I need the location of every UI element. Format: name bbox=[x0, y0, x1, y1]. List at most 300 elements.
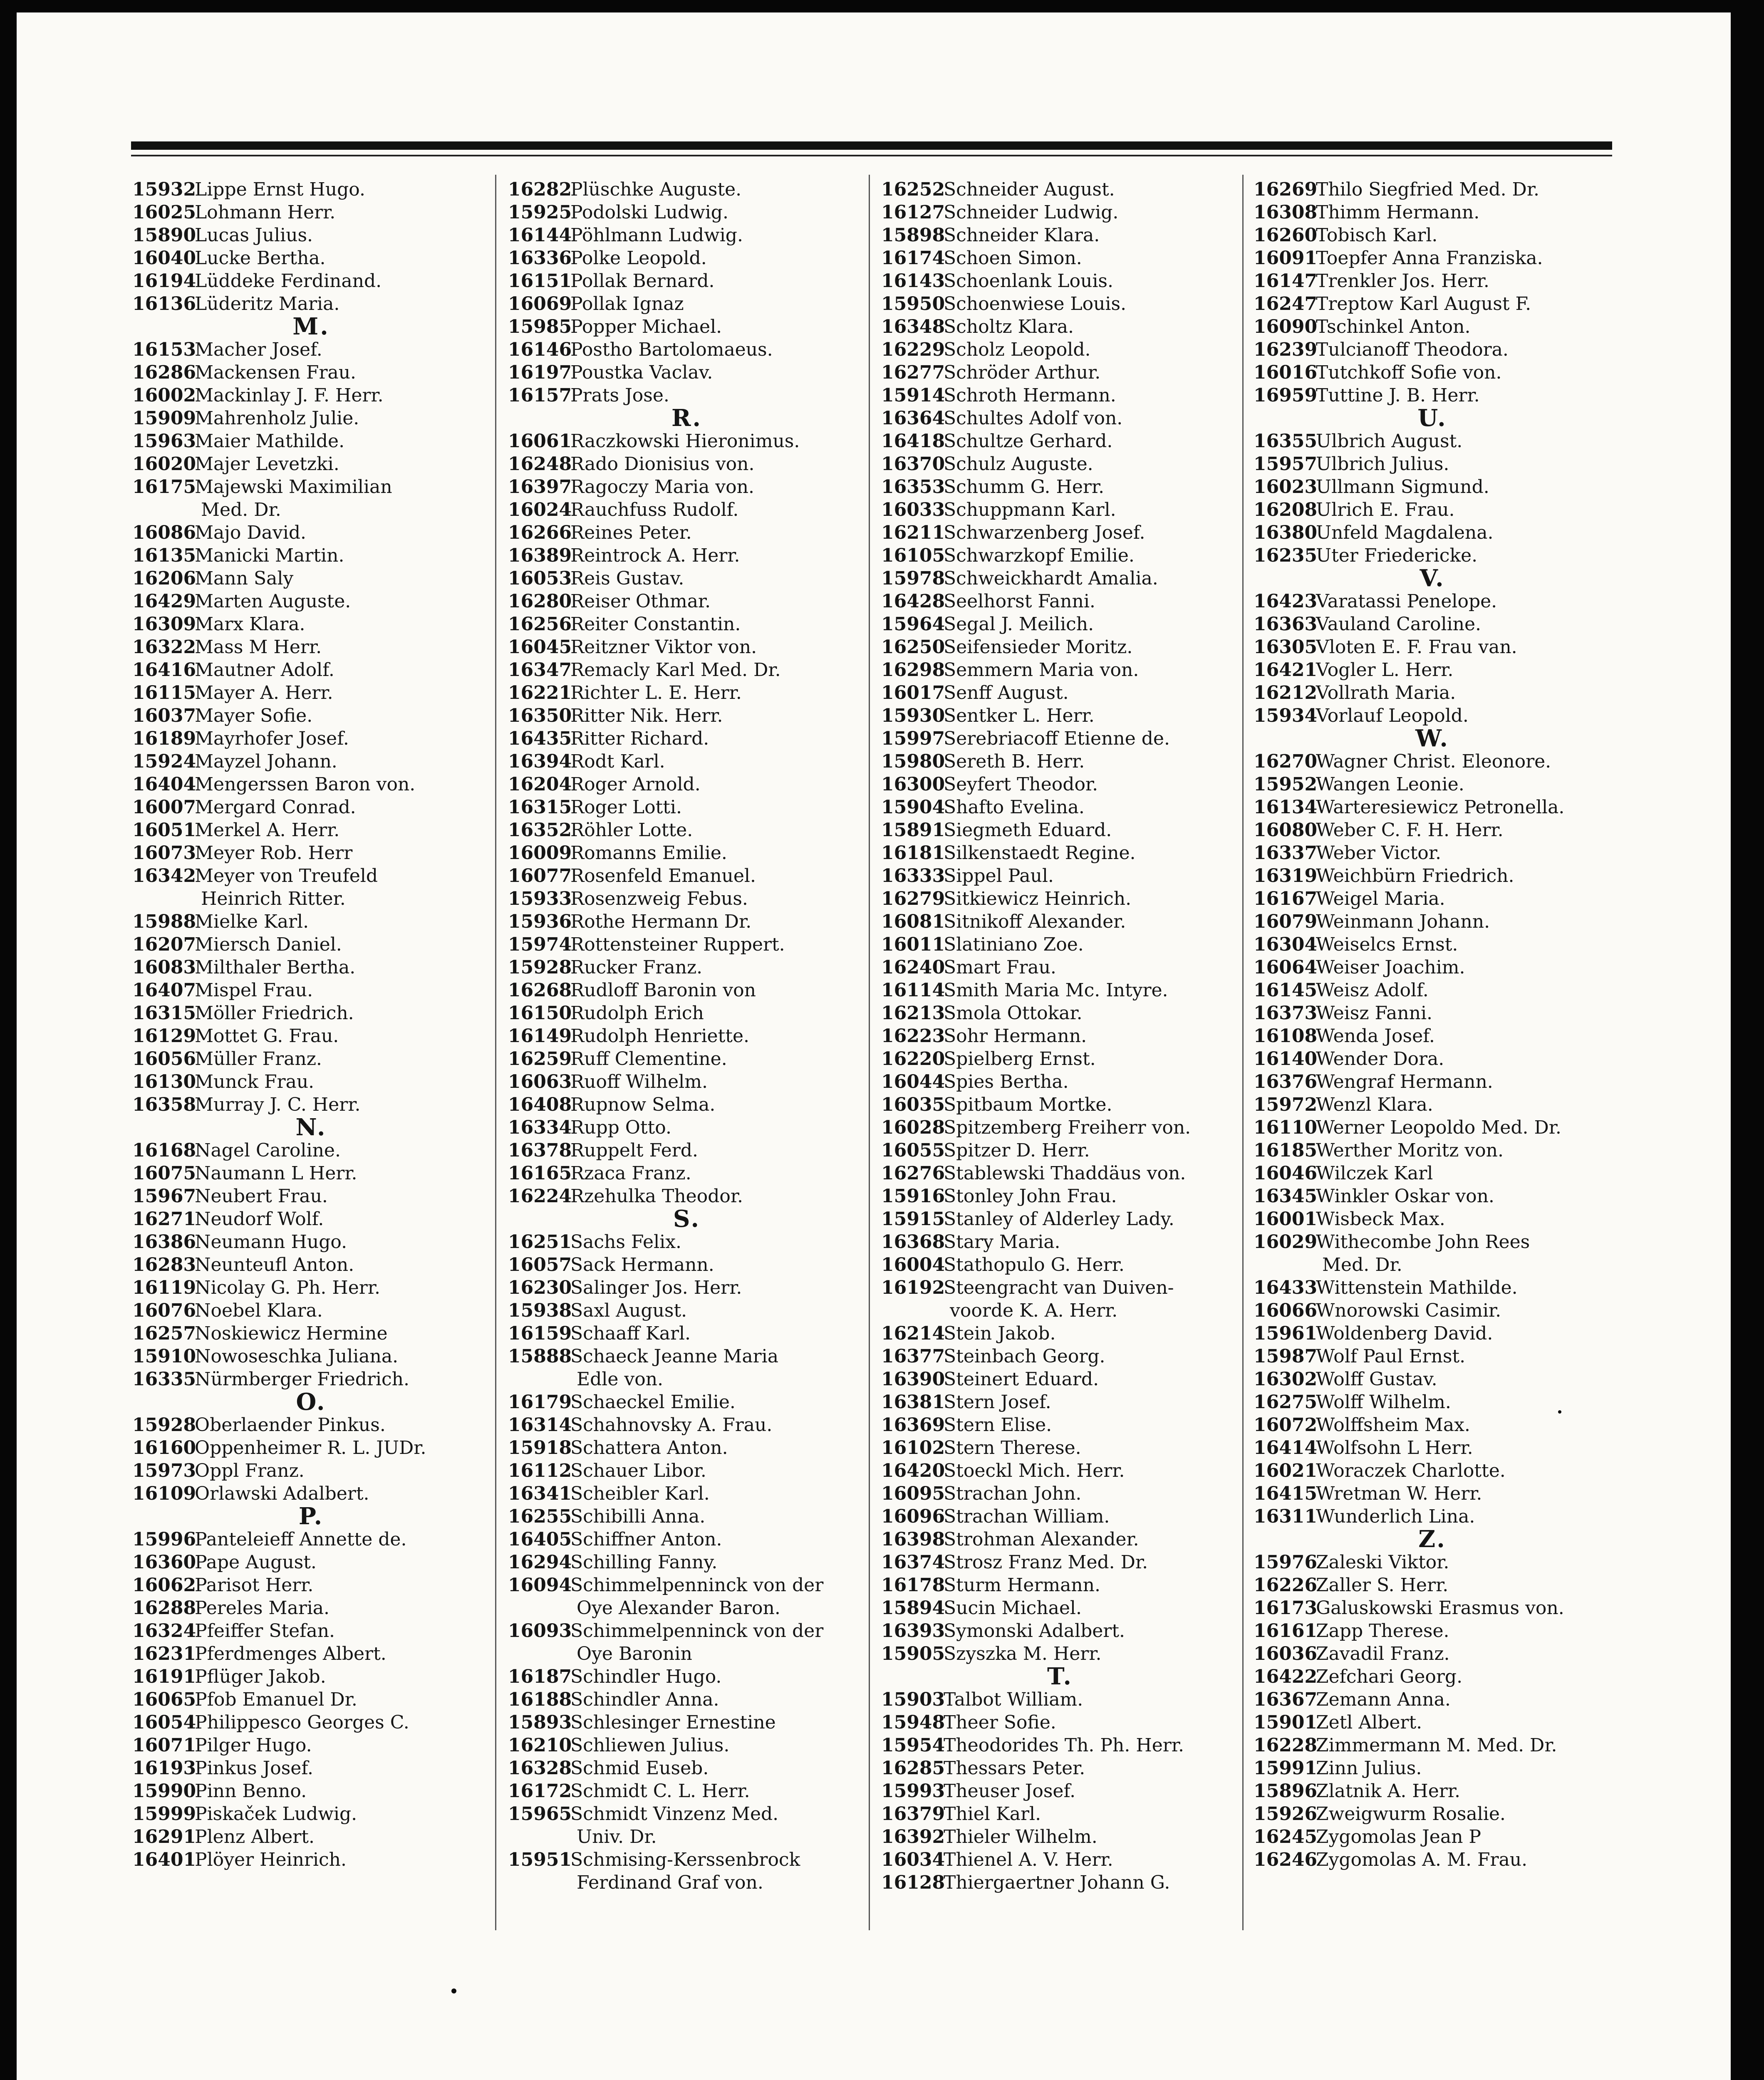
entry-number: 16259 bbox=[508, 1048, 572, 1070]
entry-number: 15918 bbox=[508, 1437, 572, 1458]
entry-name: Thessars Peter. bbox=[944, 1758, 1085, 1779]
directory-entry bbox=[881, 1139, 1239, 1162]
entry-number: 16390 bbox=[881, 1369, 945, 1390]
directory-entry bbox=[1254, 1436, 1611, 1459]
entry-name: Rupnow Selma. bbox=[570, 1094, 716, 1115]
entry-name: Strohman Alexander. bbox=[944, 1529, 1139, 1550]
entry-number: 15963 bbox=[132, 431, 196, 452]
entry-number: 16105 bbox=[881, 545, 945, 566]
section-letter: S. bbox=[673, 1205, 701, 1233]
entry-number: 16149 bbox=[508, 1025, 572, 1047]
directory-entry bbox=[508, 887, 866, 910]
directory-entry bbox=[1254, 979, 1611, 1002]
directory-entry bbox=[1254, 910, 1611, 933]
entry-name: Meyer von Treufeld bbox=[195, 865, 378, 886]
directory-entry bbox=[1254, 1231, 1611, 1253]
directory-entry bbox=[508, 1711, 866, 1734]
entry-name: Lüderitz Maria. bbox=[195, 293, 340, 314]
entry-name: Sucin Michael. bbox=[944, 1597, 1082, 1619]
entry-name: Pinn Benno. bbox=[195, 1780, 307, 1802]
entry-name: Marten Auguste. bbox=[195, 591, 351, 612]
directory-entry bbox=[132, 475, 490, 498]
entry-number: 16414 bbox=[1254, 1437, 1318, 1458]
directory-entry bbox=[1254, 521, 1611, 544]
directory-entry bbox=[132, 384, 490, 407]
directory-entry bbox=[132, 1619, 490, 1642]
directory-entry bbox=[508, 361, 866, 384]
directory-entry bbox=[132, 338, 490, 361]
directory-entry bbox=[881, 933, 1239, 956]
entry-number: 16071 bbox=[132, 1735, 196, 1756]
entry-number: 16187 bbox=[508, 1666, 572, 1687]
directory-entry bbox=[881, 292, 1239, 315]
directory-entry bbox=[508, 1505, 866, 1528]
entry-number: 16283 bbox=[132, 1254, 196, 1275]
entry-number: 16069 bbox=[508, 293, 572, 314]
entry-name: Schultze Gerhard. bbox=[944, 431, 1113, 452]
entry-name: Ulrich E. Frau. bbox=[1316, 499, 1455, 520]
entry-name: Schlesinger Ernestine bbox=[570, 1712, 776, 1733]
entry-number: 16291 bbox=[132, 1826, 196, 1847]
entry-number: 16194 bbox=[132, 270, 196, 292]
entry-name: Werner Leopoldo Med. Dr. bbox=[1316, 1117, 1561, 1138]
entry-number: 16308 bbox=[1254, 202, 1318, 223]
directory-entry bbox=[132, 1711, 490, 1734]
directory-entry bbox=[508, 1253, 866, 1276]
directory-entry bbox=[508, 1116, 866, 1139]
directory-entry bbox=[132, 1162, 490, 1185]
entry-number: 16023 bbox=[1254, 476, 1318, 498]
directory-entry bbox=[881, 1459, 1239, 1482]
directory-entry bbox=[508, 1299, 866, 1322]
entry-number: 15997 bbox=[881, 728, 945, 749]
directory-entry bbox=[1254, 1459, 1611, 1482]
directory-entry bbox=[1254, 1025, 1611, 1047]
entry-name: Neunteufl Anton. bbox=[195, 1254, 354, 1275]
entry-number: 16175 bbox=[132, 476, 196, 498]
entry-name: Spitbaum Mortke. bbox=[944, 1094, 1112, 1115]
directory-entry bbox=[881, 1116, 1239, 1139]
entry-name: Schulz Auguste. bbox=[944, 453, 1093, 475]
directory-entry bbox=[881, 773, 1239, 796]
column-1 bbox=[132, 178, 490, 2075]
directory-entry bbox=[1254, 1505, 1611, 1528]
directory-entry bbox=[881, 1368, 1239, 1391]
entry-number: 16389 bbox=[508, 545, 572, 566]
entry-number: 16172 bbox=[508, 1780, 572, 1802]
directory-entry bbox=[132, 1070, 490, 1093]
directory-entry bbox=[881, 1528, 1239, 1551]
directory-entry bbox=[508, 727, 866, 750]
entry-name: Siegmeth Eduard. bbox=[944, 820, 1112, 841]
entry-number: 16045 bbox=[508, 636, 572, 658]
entry-number: 16108 bbox=[1254, 1025, 1318, 1047]
directory-entry bbox=[1254, 224, 1611, 247]
entry-number: 16341 bbox=[508, 1483, 572, 1504]
entry-name: Mautner Adolf. bbox=[195, 659, 334, 681]
entry-number: 16335 bbox=[132, 1369, 196, 1390]
entry-number: 16160 bbox=[132, 1437, 196, 1458]
entry-name: Withecombe John Rees bbox=[1316, 1231, 1530, 1253]
entry-number: 15996 bbox=[132, 1529, 196, 1550]
directory-entry bbox=[132, 453, 490, 475]
column-divider bbox=[869, 175, 870, 1930]
directory-entry bbox=[132, 1734, 490, 1757]
entry-name: Thienel A. V. Herr. bbox=[944, 1849, 1113, 1870]
entry-name: Weiselcs Ernst. bbox=[1316, 934, 1458, 955]
directory-entry bbox=[132, 842, 490, 864]
entry-continuation: Ferdinand Graf von. bbox=[577, 1872, 763, 1893]
entry-name: Weber Victor. bbox=[1316, 842, 1441, 864]
entry-number: 16288 bbox=[132, 1597, 196, 1619]
directory-entry bbox=[132, 1825, 490, 1848]
directory-entry bbox=[1254, 636, 1611, 659]
entry-name: Strosz Franz Med. Dr. bbox=[944, 1552, 1148, 1573]
entry-name: Schmidt C. L. Herr. bbox=[570, 1780, 750, 1802]
entry-number: 16294 bbox=[508, 1552, 572, 1573]
entry-name: Popper Michael. bbox=[570, 316, 722, 337]
entry-number: 15888 bbox=[508, 1346, 572, 1367]
entry-number: 15985 bbox=[508, 316, 572, 337]
entry-number: 16367 bbox=[1254, 1689, 1318, 1710]
entry-name: Weichbürn Friedrich. bbox=[1316, 865, 1514, 886]
entry-number: 16377 bbox=[881, 1346, 945, 1367]
entry-number: 16007 bbox=[132, 797, 196, 818]
directory-entry bbox=[132, 1803, 490, 1825]
directory-entry bbox=[132, 1368, 490, 1391]
directory-entry bbox=[508, 1025, 866, 1047]
entry-name: Vogler L. Herr. bbox=[1316, 659, 1454, 681]
entry-number: 15925 bbox=[508, 202, 572, 223]
entry-name: Schattera Anton. bbox=[570, 1437, 728, 1458]
entry-number: 16269 bbox=[1254, 179, 1318, 200]
entry-name: Rudolph Erich bbox=[570, 1003, 704, 1024]
entry-number: 16040 bbox=[132, 248, 196, 269]
entry-number: 16336 bbox=[508, 248, 572, 269]
entry-number: 16140 bbox=[1254, 1048, 1318, 1070]
directory-entry bbox=[881, 1619, 1239, 1642]
entry-name: Winkler Oskar von. bbox=[1316, 1186, 1494, 1207]
entry-name: Tobisch Karl. bbox=[1316, 225, 1438, 246]
entry-name: Weigel Maria. bbox=[1316, 888, 1445, 909]
entry-number: 16228 bbox=[1254, 1735, 1318, 1756]
entry-name: Ruppelt Ferd. bbox=[570, 1140, 698, 1161]
entry-number: 16011 bbox=[881, 934, 945, 955]
directory-entry bbox=[132, 681, 490, 704]
entry-number: 16035 bbox=[881, 1094, 945, 1115]
entry-number: 15957 bbox=[1254, 453, 1318, 475]
entry-name: Mann Saly bbox=[195, 568, 294, 589]
entry-name: Spitzer D. Herr. bbox=[944, 1140, 1090, 1161]
directory-entry bbox=[881, 1162, 1239, 1185]
directory-entry bbox=[1254, 201, 1611, 224]
directory-entry bbox=[881, 361, 1239, 384]
entry-number: 15930 bbox=[881, 705, 945, 726]
entry-name: Wenzl Klara. bbox=[1316, 1094, 1433, 1115]
entry-name: Stein Jakob. bbox=[944, 1323, 1056, 1344]
entry-name: Sohr Hermann. bbox=[944, 1025, 1087, 1047]
entry-number: 16134 bbox=[1254, 797, 1318, 818]
entry-name: Majewski Maximilian bbox=[195, 476, 392, 498]
entry-name: Stern Josef. bbox=[944, 1392, 1051, 1413]
entry-name: Vorlauf Leopold. bbox=[1316, 705, 1469, 726]
directory-entry bbox=[1254, 292, 1611, 315]
entry-name: Ragoczy Maria von. bbox=[570, 476, 754, 498]
directory-entry bbox=[1254, 1848, 1611, 1871]
entry-name: Serebriacoff Etienne de. bbox=[944, 728, 1170, 749]
directory-entry bbox=[132, 1322, 490, 1345]
entry-number: 16415 bbox=[1254, 1483, 1318, 1504]
directory-entry bbox=[1254, 1345, 1611, 1368]
directory-entry bbox=[881, 407, 1239, 430]
entry-name: Theodorides Th. Ph. Herr. bbox=[944, 1735, 1184, 1756]
directory-entry bbox=[881, 1093, 1239, 1116]
entry-name: Tutchkoff Sofie von. bbox=[1316, 362, 1502, 383]
entry-name: Reis Gustav. bbox=[570, 568, 684, 589]
entry-name: Toepfer Anna Franziska. bbox=[1316, 248, 1543, 269]
entry-number: 16147 bbox=[1254, 270, 1318, 292]
entry-name: Merkel A. Herr. bbox=[195, 820, 340, 841]
directory-entry bbox=[1254, 704, 1611, 727]
entry-number: 16214 bbox=[881, 1323, 945, 1344]
entry-name: Parisot Herr. bbox=[195, 1575, 314, 1596]
entry-number: 16224 bbox=[508, 1186, 572, 1207]
entry-name: Pollak Bernard. bbox=[570, 270, 715, 292]
entry-name: Mahrenholz Julie. bbox=[195, 408, 359, 429]
entry-number: 16144 bbox=[508, 225, 572, 246]
entry-name: Reines Peter. bbox=[570, 522, 692, 543]
entry-name: Schauer Libor. bbox=[570, 1460, 706, 1481]
entry-name: Pereles Maria. bbox=[195, 1597, 330, 1619]
directory-entry bbox=[1254, 361, 1611, 384]
entry-name: Zygomolas Jean P bbox=[1316, 1826, 1482, 1847]
entry-name: Roger Lotti. bbox=[570, 797, 682, 818]
entry-name: Lohmann Herr. bbox=[195, 202, 336, 223]
entry-number: 16017 bbox=[881, 682, 945, 703]
entry-number: 16337 bbox=[1254, 842, 1318, 864]
entry-number: 15893 bbox=[508, 1712, 572, 1733]
directory-entry bbox=[881, 270, 1239, 292]
directory-entry bbox=[1254, 1734, 1611, 1757]
entry-name: Prats Jose. bbox=[570, 385, 669, 406]
entry-name: Wenda Josef. bbox=[1316, 1025, 1435, 1047]
entry-name: Philippesco Georges C. bbox=[195, 1712, 409, 1733]
entry-number: 15905 bbox=[881, 1643, 945, 1664]
entry-number: 16220 bbox=[881, 1048, 945, 1070]
entry-name: Seifensieder Moritz. bbox=[944, 636, 1133, 658]
entry-number: 16063 bbox=[508, 1071, 572, 1092]
entry-number: 16300 bbox=[881, 774, 945, 795]
entry-name: Segal J. Meilich. bbox=[944, 614, 1094, 635]
entry-number: 16435 bbox=[508, 728, 572, 749]
section-letter: R. bbox=[671, 404, 703, 432]
directory-entry bbox=[881, 1253, 1239, 1276]
entry-number: 15999 bbox=[132, 1803, 196, 1825]
entry-name: Steinert Eduard. bbox=[944, 1369, 1099, 1390]
entry-name: Zinn Julius. bbox=[1316, 1758, 1422, 1779]
directory-entry bbox=[1254, 864, 1611, 887]
entry-name: Mackensen Frau. bbox=[195, 362, 357, 383]
entry-name: Ullmann Sigmund. bbox=[1316, 476, 1489, 498]
entry-name: Wolfsohn L Herr. bbox=[1316, 1437, 1473, 1458]
entry-name: Scholtz Klara. bbox=[944, 316, 1074, 337]
entry-name: Schliewen Julius. bbox=[570, 1735, 730, 1756]
directory-entry bbox=[508, 1070, 866, 1093]
entry-name: Thimm Hermann. bbox=[1316, 202, 1480, 223]
entry-name: Werther Moritz von. bbox=[1316, 1140, 1504, 1161]
entry-number: 16221 bbox=[508, 682, 572, 703]
directory-entry bbox=[881, 1276, 1239, 1299]
directory-entry bbox=[508, 1780, 866, 1803]
entry-name: Nicolay G. Ph. Herr. bbox=[195, 1277, 380, 1298]
entry-name: Piskaček Ludwig. bbox=[195, 1803, 357, 1825]
directory-entry bbox=[1254, 384, 1611, 407]
column-divider bbox=[1242, 175, 1244, 1930]
entry-continuation: Oye Alexander Baron. bbox=[577, 1597, 780, 1619]
directory-entry bbox=[508, 659, 866, 681]
directory-entry bbox=[508, 1734, 866, 1757]
entry-number: 16096 bbox=[881, 1506, 945, 1527]
directory-entry bbox=[881, 1871, 1239, 1894]
entry-number: 15950 bbox=[881, 293, 945, 314]
entry-number: 16352 bbox=[508, 820, 572, 841]
directory-entry bbox=[1254, 453, 1611, 475]
entry-number: 16024 bbox=[508, 499, 572, 520]
directory-entry bbox=[881, 1025, 1239, 1047]
directory-entry bbox=[132, 1665, 490, 1688]
directory-entry bbox=[881, 475, 1239, 498]
directory-entry bbox=[1254, 887, 1611, 910]
entry-number: 16333 bbox=[881, 865, 945, 886]
entry-name: Tulcianoff Theodora. bbox=[1316, 339, 1509, 360]
entry-number: 15948 bbox=[881, 1712, 945, 1733]
entry-number: 16348 bbox=[881, 316, 945, 337]
entry-number: 15964 bbox=[881, 614, 945, 635]
entry-name: Murray J. C. Herr. bbox=[195, 1094, 361, 1115]
entry-name: Ruff Clementine. bbox=[570, 1048, 727, 1070]
entry-name: Schwarzkopf Emilie. bbox=[944, 545, 1135, 566]
directory-entry bbox=[508, 1002, 866, 1025]
entry-number: 16173 bbox=[1254, 1597, 1318, 1619]
entry-number: 15916 bbox=[881, 1186, 945, 1207]
entry-number: 15973 bbox=[132, 1460, 196, 1481]
entry-number: 16230 bbox=[508, 1277, 572, 1298]
entry-number: 16213 bbox=[881, 1003, 945, 1024]
entry-name: Silkenstaedt Regine. bbox=[944, 842, 1136, 864]
directory-entry bbox=[881, 247, 1239, 270]
entry-name: Steinbach Georg. bbox=[944, 1346, 1105, 1367]
entry-number: 15910 bbox=[132, 1346, 196, 1367]
directory-entry bbox=[881, 178, 1239, 201]
directory-entry bbox=[881, 704, 1239, 727]
entry-name: Ritter Richard. bbox=[570, 728, 709, 749]
entry-number: 16246 bbox=[1254, 1849, 1318, 1870]
entry-name: Lüddeke Ferdinand. bbox=[195, 270, 382, 292]
directory-entry bbox=[881, 910, 1239, 933]
entry-name: Thiel Karl. bbox=[944, 1803, 1041, 1825]
directory-entry bbox=[132, 1276, 490, 1299]
entry-number: 16268 bbox=[508, 980, 572, 1001]
entry-name: Schultes Adolf von. bbox=[944, 408, 1123, 429]
entry-name: Rosenzweig Febus. bbox=[570, 888, 748, 909]
entry-name: Symonski Adalbert. bbox=[944, 1620, 1125, 1642]
entry-name: Pinkus Josef. bbox=[195, 1758, 314, 1779]
directory-entry bbox=[881, 819, 1239, 842]
entry-name: Plenz Albert. bbox=[195, 1826, 315, 1847]
entry-name: Schilling Fanny. bbox=[570, 1552, 718, 1573]
entry-number: 16206 bbox=[132, 568, 196, 589]
directory-entry bbox=[881, 201, 1239, 224]
entry-number: 16061 bbox=[508, 431, 572, 452]
entry-name: Schröder Arthur. bbox=[944, 362, 1101, 383]
directory-entry bbox=[1254, 1185, 1611, 1208]
entry-name: Miersch Daniel. bbox=[195, 934, 342, 955]
entry-number: 16226 bbox=[1254, 1575, 1318, 1596]
directory-entry bbox=[132, 1459, 490, 1482]
entry-number: 16252 bbox=[881, 179, 945, 200]
entry-number: 16002 bbox=[132, 385, 196, 406]
entry-name: Naumann L Herr. bbox=[195, 1163, 357, 1184]
entry-number: 16328 bbox=[508, 1758, 572, 1779]
directory-entry bbox=[881, 1002, 1239, 1025]
directory-entry bbox=[508, 933, 866, 956]
entry-name: Zlatnik A. Herr. bbox=[1316, 1780, 1460, 1802]
entry-name: Zefchari Georg. bbox=[1316, 1666, 1463, 1687]
directory-entry bbox=[881, 864, 1239, 887]
entry-name: Stathopulo G. Herr. bbox=[944, 1254, 1125, 1275]
directory-entry bbox=[881, 887, 1239, 910]
entry-name: Milthaler Bertha. bbox=[195, 957, 356, 978]
entry-name: Mayrhofer Josef. bbox=[195, 728, 349, 749]
directory-entry bbox=[508, 224, 866, 247]
entry-number: 16029 bbox=[1254, 1231, 1318, 1253]
entry-number: 16167 bbox=[1254, 888, 1318, 909]
entry-number: 16151 bbox=[508, 270, 572, 292]
entry-number: 16064 bbox=[1254, 957, 1318, 978]
entry-number: 16286 bbox=[132, 362, 196, 383]
directory-entry bbox=[508, 1528, 866, 1551]
directory-entry bbox=[508, 1162, 866, 1185]
directory-entry bbox=[881, 430, 1239, 453]
entry-name: Nagel Caroline. bbox=[195, 1140, 341, 1161]
section-letter: P. bbox=[298, 1503, 324, 1530]
entry-number: 16086 bbox=[132, 522, 196, 543]
entry-number: 15987 bbox=[1254, 1346, 1318, 1367]
directory-entry bbox=[132, 1482, 490, 1505]
entry-number: 16353 bbox=[881, 476, 945, 498]
directory-entry bbox=[508, 842, 866, 864]
entry-number: 15972 bbox=[1254, 1094, 1318, 1115]
directory-entry bbox=[1254, 1597, 1611, 1619]
entry-name: Zygomolas A. M. Frau. bbox=[1316, 1849, 1528, 1870]
entry-name: Seyfert Theodor. bbox=[944, 774, 1098, 795]
entry-number: 16075 bbox=[132, 1163, 196, 1184]
entry-number: 16056 bbox=[132, 1048, 196, 1070]
entry-number: 16046 bbox=[1254, 1163, 1318, 1184]
entry-number: 16381 bbox=[881, 1392, 945, 1413]
entry-number: 15926 bbox=[1254, 1803, 1318, 1825]
entry-name: Wolf Paul Ernst. bbox=[1316, 1346, 1466, 1367]
entry-number: 15952 bbox=[1254, 774, 1318, 795]
entry-name: Schmidt Vinzenz Med. bbox=[570, 1803, 779, 1825]
directory-entry bbox=[132, 659, 490, 681]
column-2 bbox=[508, 178, 866, 2075]
entry-name: Reitzner Viktor von. bbox=[570, 636, 757, 658]
directory-entry bbox=[508, 292, 866, 315]
entry-number: 15914 bbox=[881, 385, 945, 406]
directory-entry bbox=[881, 1757, 1239, 1780]
entry-name: Stern Elise. bbox=[944, 1414, 1052, 1436]
